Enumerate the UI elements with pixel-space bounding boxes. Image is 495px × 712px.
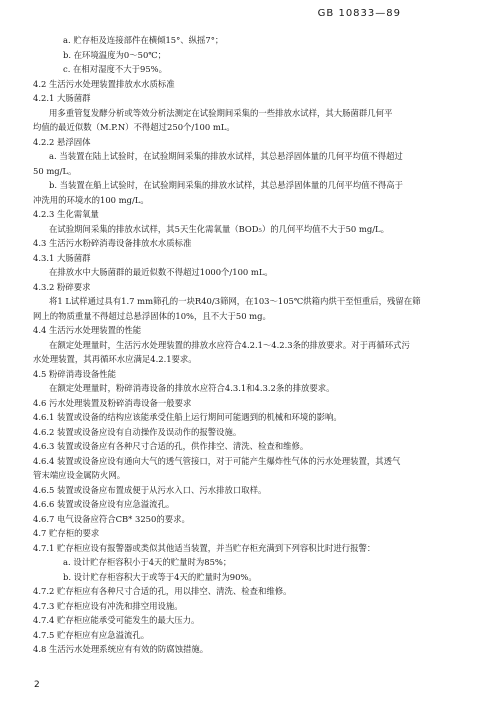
text-line-clause: 4.6.4 装置或设备应设有通向大气的透气管接口，对于可能产生爆炸性气体的污水处理装置，其透气	[33, 455, 401, 466]
text-line-clause: 4.6.5 装置或设备应布置成便于从污水入口、污水排放口取样。	[33, 484, 267, 495]
text-line-clause: 4.2 生活污水处理装置排放水水质标准	[33, 78, 175, 89]
text-line-clause: 4.4 生活污水处理装置的性能	[33, 325, 142, 335]
text-line-clause: 4.6.7 电气设备应符合CB* 3250的要求。	[33, 513, 190, 524]
text-line-para: 在额定处理量时，粉碎消毒设备的排放水应符合4.3.1和4.3.2条的排放要求。	[49, 383, 335, 393]
text-line-clause: 4.7.4 贮存柜应能承受可能发生的最大压力。	[33, 615, 200, 625]
text-line-clause: 4.6.1 装置或设备的结构应该能承受住船上运行期间可能遇到的机械和环境的影响。	[33, 412, 342, 422]
text-line-para: 在试验期间采集的排放水试样，其5天生化需氧量（BOD₅）的几何平均值不大于50 mg/L。	[49, 223, 389, 234]
text-line-item: c. 在相对湿度不大于95%。	[63, 64, 168, 74]
text-line-clause: 4.6.3 装置或设备应有各种尺寸合适的孔，供作排空、清洗、检查和维修。	[33, 441, 309, 451]
text-line-clause: 4.8 生活污水处理系统应有有效的防腐蚀措施。	[33, 644, 209, 654]
text-line-para: b. 当装置在船上试验时，在试验期间采集的排放水试样，其总悬浮固体量的几何平均值不得高于	[49, 180, 404, 190]
text-line-para: 将1 L试样通过具有1.7 mm筛孔的一块R40/3筛网，在103～105℃烘箱内烘干至恒重后，残留在筛	[49, 296, 421, 306]
text-line-item: a. 贮存柜及连接部件在横倾15°、纵摇7°；	[63, 35, 224, 45]
text-line-clause: 4.2.3 生化需氧量	[33, 209, 99, 219]
text-line-clause: 4.7.1 贮存柜应设有报警器或类似其他适当装置，并当贮存柜充满到下列容积比时进行报警：	[33, 542, 376, 553]
text-line-clause: 4.7 贮存柜的要求	[33, 528, 100, 538]
standard-number: GB 10833—89	[317, 8, 401, 19]
text-line-item: b. 设计贮存柜容积大于或等于4天的贮量时为90%。	[63, 571, 257, 582]
text-line-item: b. 在环境温度为0～50℃；	[63, 49, 167, 60]
text-line-clause: 4.7.3 贮存柜应设有冲洗和排空用设施。	[33, 600, 183, 611]
text-line-clause: 4.6.2 装置或设备应设有自动操作及误动作的报警设施。	[33, 426, 242, 437]
text-line-para: 在排放水中大肠菌群的最近似数不得超过1000个/100 mL。	[49, 267, 273, 277]
text-line-para: 用多重管复发酵分析或等效分析法测定在试验期间采集的一些排放水试样，其大肠菌群几何平	[49, 107, 393, 118]
text-line-cont: 管末端应设金属防火网。	[33, 470, 126, 480]
text-line-para: a. 当装置在陆上试验时，在试验期间采集的排放水试样，其总悬浮固体量的几何平均值不得超过	[49, 151, 403, 161]
text-line-clause: 4.3.1 大肠菌群	[33, 252, 91, 263]
page-number: 2	[34, 680, 40, 690]
text-line-clause: 4.6 污水处理装置及粉碎消毒设备一般要求	[33, 397, 192, 408]
text-line-cont: 50 mg/L。	[33, 165, 77, 176]
text-line-item: a. 设计贮存柜容积小于4天的贮量时为85%；	[63, 557, 232, 567]
text-line-cont: 冲洗用的环境水的100 mg/L。	[33, 194, 149, 205]
document-body	[33, 33, 463, 657]
text-line-clause: 4.7.2 贮存柜应有各种尺寸合适的孔，用以排空、清洗、检查和维修。	[33, 586, 292, 596]
text-line-cont: 均值的最近似数（M.P.N）不得超过250个/100 mL。	[33, 122, 235, 132]
text-line-clause: 4.3 生活污水粉碎消毒设备排放水水质标准	[33, 238, 192, 248]
text-line-cont: 水处理装置，其再循环水应满足4.2.1要求。	[33, 354, 197, 364]
text-line-clause: 4.5 粉碎消毒设备性能	[33, 368, 116, 379]
text-line-para: 在额定处理量时，生活污水处理装置的排放水应符合4.2.1～4.2.3条的排放要求。对于再循环式污	[49, 339, 410, 350]
text-line-clause: 4.2.2 悬浮固体	[33, 136, 91, 147]
text-line-clause: 4.3.2 粉碎要求	[33, 281, 91, 292]
text-line-clause: 4.2.1 大肠菌群	[33, 93, 91, 103]
text-line-clause: 4.7.5 贮存柜应有应急溢流孔。	[33, 629, 150, 640]
text-line-cont: 网上的物质重量不得超过总悬浮固体的10%，且不大于50 mg。	[33, 310, 271, 321]
text-line-clause: 4.6.6 装置或设备应设有应急溢流孔。	[33, 499, 175, 509]
